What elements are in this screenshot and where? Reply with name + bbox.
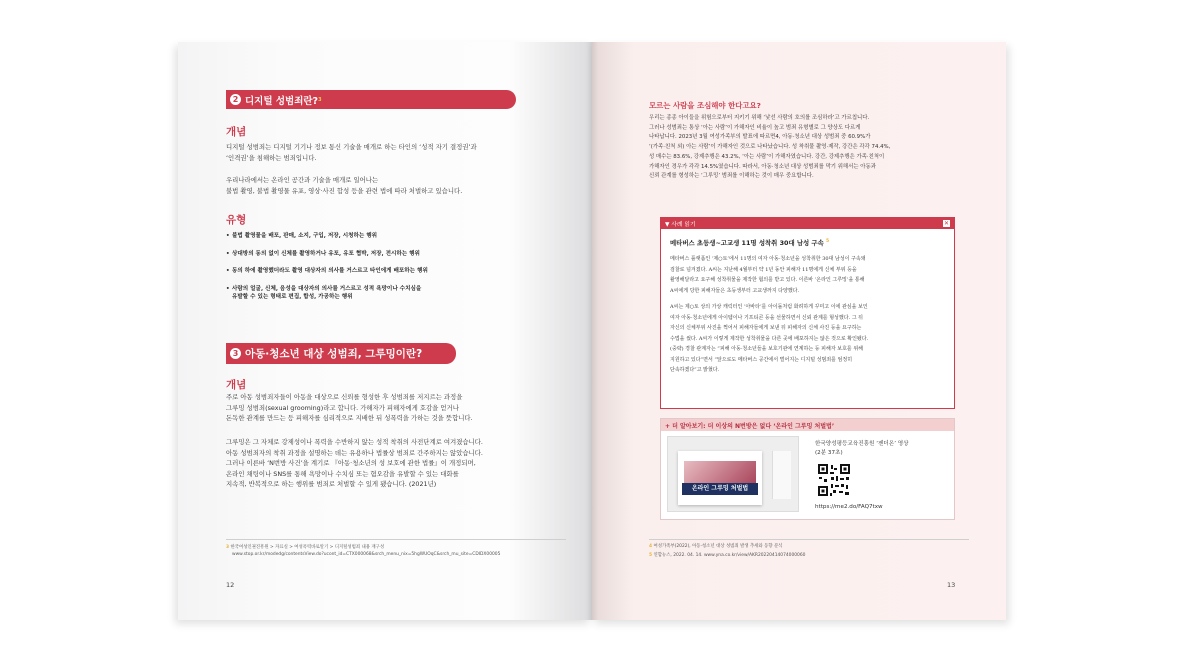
text-line: 성 매수는 83.6%, 강제추행은 43.2%, ‘아는 사람’이 가해자였습니다. 강간, 강제추행은 가족·친척이: [649, 153, 885, 160]
text-line: 지원하고 있다”면서 “앞으로도 메타버스 공간에서 벌어지는 디지털 성범죄를 엄정히: [670, 356, 853, 363]
text-line: ‘(가족·친척 외) 아는 사람’이 가해자인 것으로 나타났습니다. 성 착취물 촬영·제작, 강간은 각각 74.4%,: [649, 144, 891, 151]
type-item: [226, 250, 428, 259]
type-item-text: 유발할 수 있는 형태로 편집, 합성, 가공하는 행위: [232, 294, 353, 300]
text-line: 수법을 썼다. A씨가 이렇게 제작한 성착취물을 다른 곳에 배포하지는 않은 것으로 확인됐다.: [670, 335, 869, 342]
concept-paragraph: [226, 392, 473, 424]
concept-heading: 개념: [226, 379, 247, 391]
text-line: 그러나 이른바 ‘N번방 사건’을 계기로 『아동·청소년의 성 보호에 관한 법률』이 개정되며,: [226, 459, 476, 467]
text-line: A씨는 제○토 상의 가상 캐릭터인 ‘아바타’를 아이돌처럼 화려하게 꾸미고 이에 관심을 보인: [670, 304, 868, 310]
text-line: 그루밍 성범죄(sexual grooming)라고 합니다. 가해자가 피해자에게 호감을 얻거나: [226, 403, 459, 412]
text-line: 온라인 채팅이나 SNS를 통해 욕망이나 수치심 또는 혐오감을 유발할 수 있는 대화를: [226, 469, 459, 478]
text-line: 신뢰 관계를 형성하는 ‘그루밍’ 범죄를 이해하는 것이 매우 중요합니다.: [649, 173, 814, 180]
text-line: 검찰로 넘겨졌다. A씨는 지난해 4월부터 약 1년 동안 피해자 11명에게 신체 부위 등을: [670, 266, 857, 273]
text-line: 그루밍은 그 자체로 강제성이나 폭력을 수반하지 않는 성적 착취의 사전단계로 여겨졌습니다.: [226, 438, 483, 446]
footnote-divider: [226, 539, 566, 540]
section-3-title-bar: [226, 343, 456, 364]
video-desc-line: (2분 37초): [815, 450, 843, 456]
video-link[interactable]: https://me2.do/FAQ7txw: [815, 504, 883, 510]
section-2-title: 디지털 성범죄란?: [245, 95, 319, 107]
case-paragraph: [670, 254, 866, 296]
case-title-text: 메타버스 초등생~고교생 11명 성착취 30대 남성 구속: [670, 239, 824, 247]
footnote-number: 5: [649, 553, 653, 558]
text-line: 아동 성범죄자의 착취 과정을 설명하는 데는 유용하나 법률상 범죄로 간주하지는 않았습니다.: [226, 448, 483, 457]
text-line: 촬영해달라고 요구해 성착취물을 제작한 혐의를 받고 있다. 이른바 ‘온라인 그루밍’을 통해: [670, 277, 865, 283]
text-line: 가해자인 경우가 각각 14.5%였습니다. 따라서, 아동·청소년 대상 성범죄를 막기 위해서는 아동과: [649, 163, 876, 170]
video-caption: 온라인 그루밍 처벌법: [682, 483, 758, 495]
type-item-text: 불법 촬영물을 배포, 판매, 소지, 구입, 저장, 시청하는 행위: [232, 233, 378, 239]
section-2-footnote-ref: 3: [318, 96, 322, 103]
text-line: ‘인격권’을 침해하는 범죄입니다.: [226, 153, 317, 162]
footnote: [649, 543, 782, 550]
type-item: [226, 285, 428, 302]
video-desc-line: 한국양성평등교육진흥원 ‘젠더온’ 영상: [815, 441, 909, 447]
type-item-text: 사람의 얼굴, 신체, 음성을 대상자의 의사를 거스르고 성적 욕망이나 수치심을: [232, 285, 422, 292]
right-heading: 모르는 사람을 조심해야 한다고요?: [649, 101, 761, 110]
footnote-text: 한국여성인권진흥원 > 자료실 > 여성폭력바로알기 > 디지털성범죄 내용 재구성: [230, 545, 385, 550]
text-line: 지속적, 반복적으로 하는 행위를 범죄로 처벌할 수 있게 됐습니다. (2021년): [226, 480, 437, 488]
video-frame: [678, 451, 762, 505]
text-line: 나타납니다. 2023년 3월 여성가족부의 발표에 따르면4, 아동·청소년 대상 성범죄 중 60.9%가: [649, 134, 871, 141]
text-line: 자신의 신체부위 사진을 찍어서 피해자들에게 보낸 뒤 피해자의 신체 사진 등을 요구하는: [670, 325, 862, 331]
qr-code-icon[interactable]: [817, 463, 851, 497]
types-heading: 유형: [226, 214, 247, 226]
case-box: [660, 217, 955, 409]
text-line: 단속하겠다”고 밝혔다.: [670, 367, 720, 373]
concept-paragraph: [226, 175, 462, 196]
text-line: 그러나 성범죄는 통상 ‘아는 사람’이 가해자인 비율이 높고 범죄 유형별로 그 양상도 다르게: [649, 124, 861, 131]
text-line: A씨에게 당한 피해자들은 초등생부터 고교생까지 다양했다.: [670, 287, 800, 294]
type-item-text: 동의 하에 촬영했더라도 촬영 대상자의 의사를 거스르고 타인에게 배포하는 행위: [232, 268, 428, 274]
footnote-divider: [649, 539, 969, 540]
type-item: [226, 232, 428, 241]
video-description: [815, 440, 909, 458]
text-line: 우리는 종종 아이들을 위험으로부터 지키기 위해 ‘낯선 사람의 호의를 조심하라’고 가르칩니다.: [649, 115, 870, 121]
footnote-url: www.stop.or.kr/modedg/contentsView.do?ucont_id=CTX000068&srch_menu_nix=5hgWUOqC&srch_mu_site=CDIDX00005: [232, 552, 501, 557]
text-line: 우리나라에서는 온라인 공간과 기술을 매개로 일어나는: [226, 176, 379, 184]
more-info-header: + 더 알아보기: 더 이상의 N번방은 없다 ‘온라인 그루밍 처벌법’: [661, 419, 954, 431]
concept-paragraph: [226, 437, 483, 490]
section-number-badge: 3: [230, 348, 241, 359]
footnote-text: 연합뉴스, 2022. 04. 14. www.yna.co.kr/view/AKR20220414074000060: [653, 553, 806, 558]
book-spine: [586, 42, 598, 620]
page-number: 12: [226, 581, 235, 589]
video-thumbnail[interactable]: [667, 436, 799, 512]
footnote-number: 4: [649, 544, 653, 549]
text-line: 돈독한 관계를 만드는 등 피해자를 심리적으로 지배한 뒤 성폭력을 가하는 것을 뜻합니다.: [226, 414, 473, 422]
video-sidebar: [772, 451, 791, 499]
text-line: 메타버스 플랫폼인 ‘제○토’에서 11명의 여자 아동·청소년을 성착취한 30대 남성이 구속돼: [670, 256, 866, 262]
text-line: (중략) 경찰 관계자는 “피해 아동·청소년들을 보호기관에 연계하는 등 피해자 보호를 위해: [670, 346, 863, 352]
close-icon[interactable]: ✕: [943, 220, 950, 227]
case-paragraph: [670, 302, 868, 376]
text-line: 디지털 성범죄는 디지털 기기나 정보 통신 기술을 매개로 하는 타인의 ‘성적 자기 결정권’과: [226, 143, 477, 151]
section-number-badge: 2: [230, 94, 241, 105]
text-line: 여자 아동·청소년에게 아이템이나 기프티콘 등을 선물하면서 신뢰 관계를 형성했다. 그 뒤: [670, 314, 863, 321]
footnote: [649, 552, 805, 559]
footnote: [226, 544, 500, 558]
right-paragraph: [649, 114, 890, 182]
more-info-box: [660, 418, 955, 520]
case-title: [670, 238, 829, 247]
footnote-text: 여성가족부(2022), 아동·청소년 대상 성범죄 발생 추세와 동향 분석: [653, 544, 783, 549]
right-page: [592, 42, 1006, 620]
case-box-header: [661, 218, 954, 229]
page-number: 13: [947, 581, 956, 589]
types-list: [226, 232, 428, 311]
left-page: [178, 42, 592, 620]
case-footnote-ref: 5: [826, 238, 830, 244]
text-line: 주로 아동 성범죄자들이 아동을 대상으로 신뢰를 형성한 후 성범죄를 저지르는 과정을: [226, 393, 463, 401]
case-box-label: ▼ 사례 읽기: [665, 222, 696, 228]
concept-paragraph: [226, 142, 477, 163]
concept-heading: 개념: [226, 126, 247, 138]
type-item: [226, 267, 428, 276]
section-2-title-bar: [226, 90, 516, 109]
text-line: 불법 촬영, 불법 촬영물 유포, 영상·사진 합성 등을 관련 법에 따라 처벌하고 있습니다.: [226, 186, 463, 195]
footnote-number: 3: [226, 545, 230, 550]
section-3-title: 아동·청소년 대상 성범죄, 그루밍이란?: [245, 348, 423, 360]
type-item-text: 상대방의 동의 없이 신체를 촬영하거나 유포, 유포 협박, 저장, 전시하는 행위: [232, 250, 420, 257]
